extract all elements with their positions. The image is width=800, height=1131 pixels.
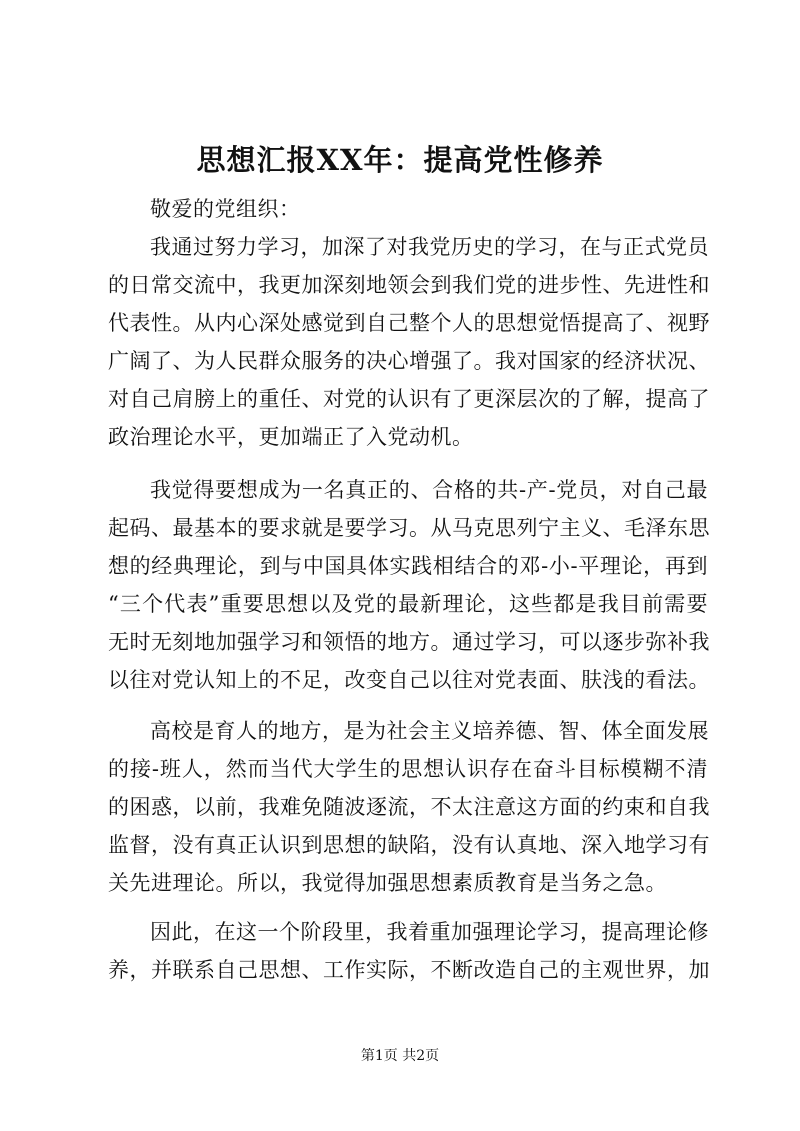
- body-line: 因此，在这一个阶段里，我着重加强理论学习，提高理论修: [150, 920, 709, 944]
- body-line: 的日常交流中，我更加深刻地领会到我们党的进步性、先进性和: [108, 273, 710, 297]
- body-line: 对自己肩膀上的重任、对党的认识有了更深层次的了解，提高了: [108, 387, 710, 411]
- page-number: 第1页 共2页: [360, 1048, 440, 1064]
- salutation: 敬爱的党组织：: [150, 197, 301, 221]
- body-line: 政治理论水平，更加端正了入党动机。: [108, 425, 474, 449]
- body-line: 无时无刻地加强学习和领悟的地方。通过学习，可以逐步弥补我: [108, 630, 710, 654]
- body-line: “三个代表”重要思想以及党的最新理论，这些都是我目前需要: [108, 592, 708, 616]
- body-line: 监督，没有真正认识到思想的缺陷，没有认真地、深入地学习有: [108, 833, 710, 857]
- body-line: 的接-班人，然而当代大学生的思想认识存在奋斗目标模糊不清: [108, 757, 708, 781]
- body-line: 起码、最基本的要求就是要学习。从马克思列宁主义、毛泽东思: [108, 516, 710, 540]
- body-line: 想的经典理论，到与中国具体实践相结合的邓-小-平理论，再到: [108, 554, 708, 578]
- document-title: 思想汇报XX年：提高党性修养: [196, 143, 604, 177]
- body-line: 我通过努力学习，加深了对我党历史的学习，在与正式党员: [150, 235, 709, 259]
- body-line: 以往对党认知上的不足，改变自己以往对党表面、肤浅的看法。: [108, 668, 710, 692]
- body-line: 我觉得要想成为一名真正的、合格的共-产-党员，对自己最: [150, 478, 708, 502]
- body-line: 高校是育人的地方，是为社会主义培养德、智、体全面发展: [150, 719, 709, 743]
- body-line: 广阔了、为人民群众服务的决心增强了。我对国家的经济状况、: [108, 349, 710, 373]
- body-line: 关先进理论。所以，我觉得加强思想素质教育是当务之急。: [108, 871, 667, 895]
- body-line: 代表性。从内心深处感觉到自己整个人的思想觉悟提高了、视野: [108, 311, 710, 335]
- body-line: 的困惑，以前，我难免随波逐流，不太注意这方面的约束和自我: [108, 795, 710, 819]
- body-line: 养，并联系自己思想、工作实际，不断改造自己的主观世界，加: [108, 958, 710, 982]
